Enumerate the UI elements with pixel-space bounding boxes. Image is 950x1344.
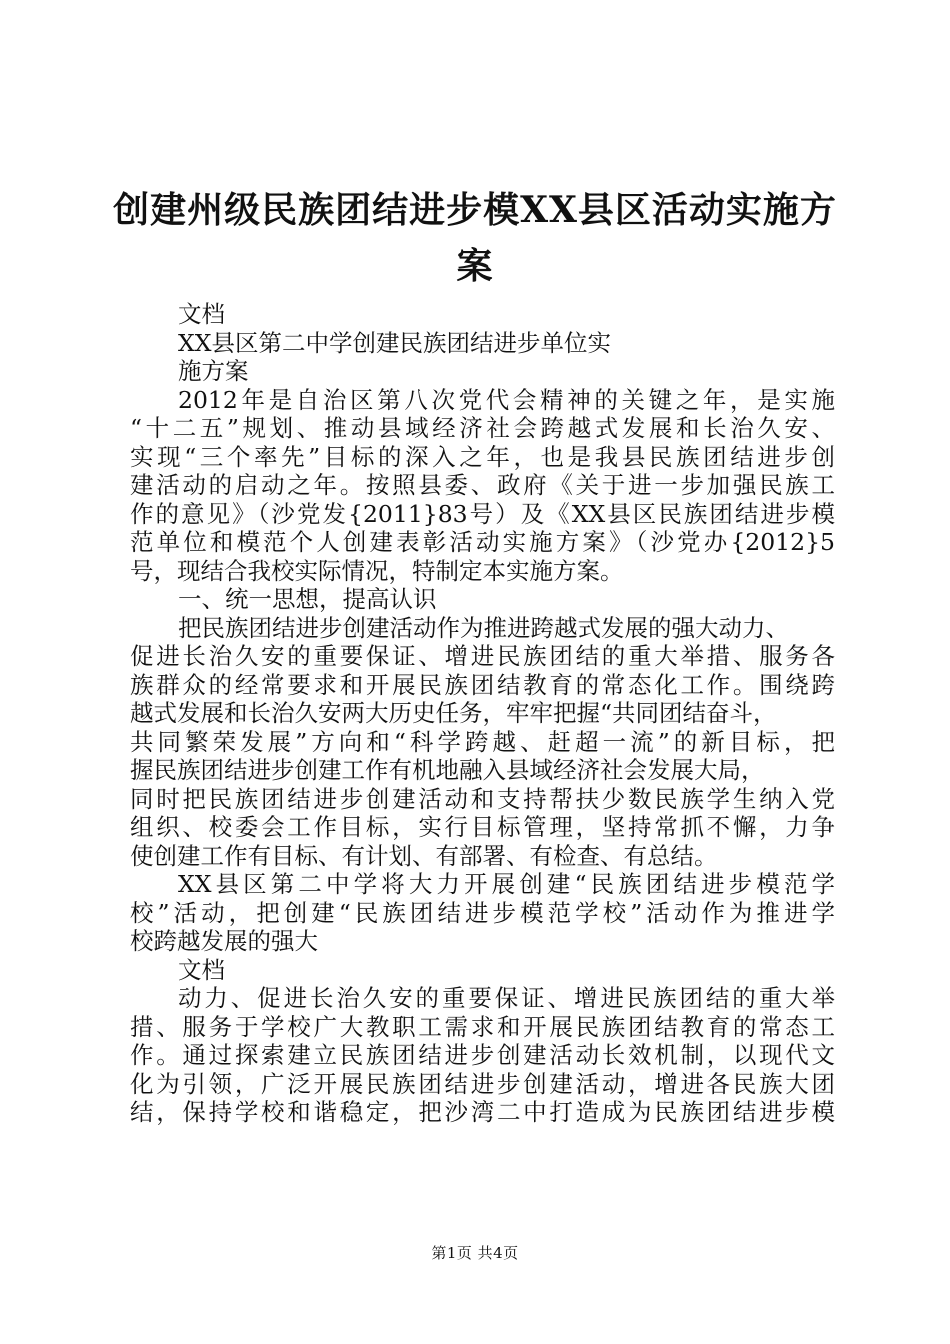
- paragraph-line: 号，现结合我校实际情况，特制定本实施方案。: [130, 556, 624, 585]
- paragraph-line: 组织、校委会工作目标，实行目标管理，坚持常抓不懈，力争: [130, 813, 835, 841]
- paragraph-line: 握民族团结进步创建工作有机地融入县域经济社会发展大局，: [130, 756, 765, 784]
- document-body: [130, 300, 835, 1127]
- doc-label: 文档: [178, 300, 225, 328]
- paragraph-line: 作的意见》（沙党发{2011}83号）及《XX县区民族团结进步模: [130, 499, 835, 528]
- paragraph-line: 共同繁荣发展”方向和“科学跨越、赶超一流”的新目标，把: [130, 727, 835, 756]
- paragraph-line: 同时把民族团结进步创建活动和支持帮扶少数民族学生纳入党: [130, 784, 835, 813]
- paragraph-line: 越式发展和长治久安两大历史任务，牢牢把握“共同团结奋斗，: [130, 699, 777, 727]
- paragraph-line: 作。通过探索建立民族团结进步创建活动长效机制，以现代文: [130, 1041, 835, 1069]
- paragraph-line: 实现“三个率先”目标的深入之年，也是我县民族团结进步创: [130, 442, 835, 471]
- paragraph-line: 2012年是自治区第八次党代会精神的关键之年，是实施: [178, 385, 835, 414]
- doc-label: 文档: [178, 955, 225, 984]
- paragraph-line: 族群众的经常要求和开展民族团结教育的常态化工作。围绕跨: [130, 670, 835, 699]
- paragraph-line: 范单位和模范个人创建表彰活动实施方案》（沙党办{2012}5: [130, 528, 835, 556]
- paragraph-line: 使创建工作有目标、有计划、有部署、有检查、有总结。: [130, 841, 718, 870]
- section-heading: 施方案: [178, 357, 249, 385]
- page-footer: 第1页 共4页: [431, 1244, 519, 1262]
- paragraph-line: XX县区第二中学将大力开展创建“民族团结进步模范学: [178, 870, 835, 898]
- paragraph-line: 促进长治久安的重要保证、增进民族团结的重大举措、服务各: [130, 642, 835, 670]
- paragraph-line: 校跨越发展的强大: [130, 927, 318, 955]
- section-heading: 一、统一思想，提高认识: [178, 585, 437, 613]
- paragraph-line: 化为引领，广泛开展民族团结进步创建活动，增进各民族大团: [130, 1069, 835, 1098]
- document-title-line-2: 案: [456, 245, 494, 287]
- section-heading: XX县区第二中学创建民族团结进步单位实: [178, 328, 611, 357]
- paragraph-line: 措、服务于学校广大教职工需求和开展民族团结教育的常态工: [130, 1012, 835, 1041]
- paragraph-line: 校”活动，把创建“民族团结进步模范学校”活动作为推进学: [130, 898, 835, 927]
- paragraph-line: “十二五”规划、推动县域经济社会跨越式发展和长治久安、: [130, 414, 835, 442]
- paragraph-line: 动力、促进长治久安的重要保证、增进民族团结的重大举: [178, 984, 835, 1012]
- paragraph-line: 把民族团结进步创建活动作为推进跨越式发展的强大动力、: [178, 613, 789, 642]
- document-title-line-1: 创建州级民族团结进步模XX县区活动实施方: [113, 189, 837, 231]
- paragraph-line: 建活动的启动之年。按照县委、政府《关于进一步加强民族工: [130, 471, 835, 499]
- paragraph-line: 结，保持学校和谐稳定，把沙湾二中打造成为民族团结进步模: [130, 1098, 835, 1126]
